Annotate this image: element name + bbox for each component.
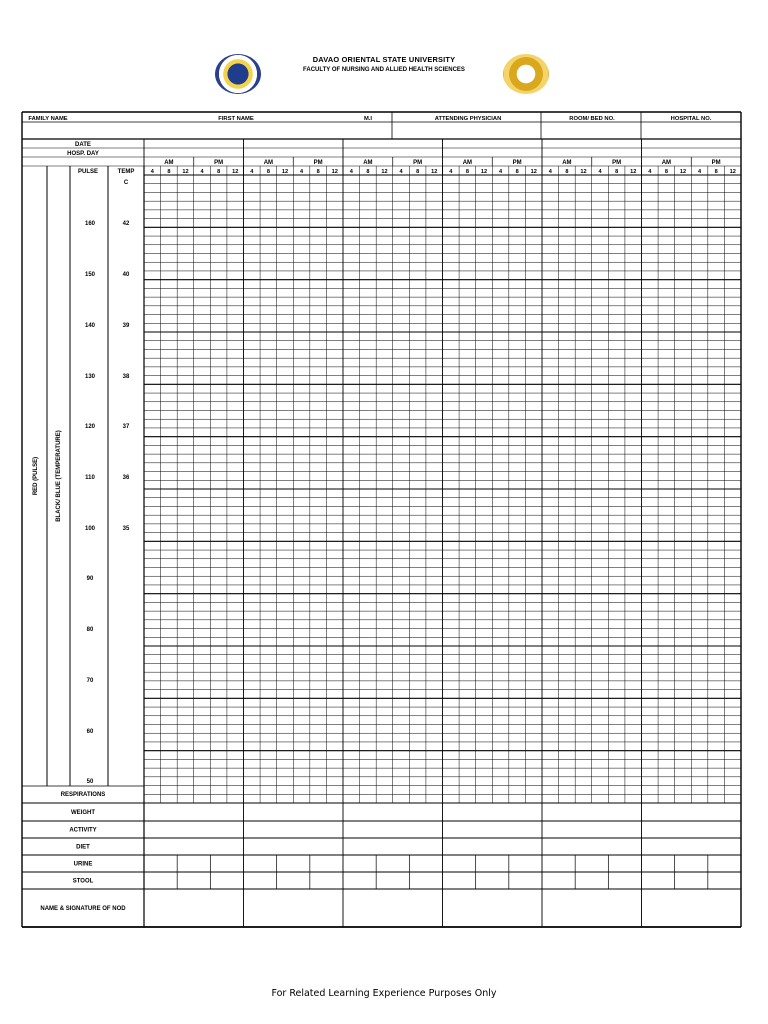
- pulse-tick-label: 120: [84, 424, 96, 430]
- room-bed-input[interactable]: [541, 122, 641, 139]
- weight-input[interactable]: [343, 803, 443, 821]
- pulse-tick-label: 110: [85, 475, 95, 481]
- diet-label: DIET: [76, 844, 90, 851]
- am-label: AM: [661, 160, 672, 166]
- time-label: 12: [679, 169, 687, 175]
- urine-label: URINE: [73, 861, 93, 868]
- nod-input[interactable]: [343, 889, 443, 927]
- hosp-day-input[interactable]: [343, 148, 443, 157]
- activity-input[interactable]: [343, 821, 443, 838]
- weight-label: WEIGHT: [71, 810, 95, 816]
- date-input[interactable]: [542, 139, 642, 148]
- patient-field-label: HOSPITAL NO.: [670, 116, 712, 122]
- hosp-day-input[interactable]: [144, 148, 244, 157]
- time-label: 4: [449, 169, 453, 175]
- family-first-name-input[interactable]: [22, 122, 392, 139]
- weight-input[interactable]: [642, 803, 742, 821]
- time-label: 4: [299, 169, 304, 175]
- weight-input[interactable]: [144, 803, 244, 821]
- pulse-tick-label: 70: [86, 678, 94, 684]
- activity-input[interactable]: [542, 821, 642, 838]
- time-label: 8: [167, 169, 171, 175]
- date-input[interactable]: [343, 139, 443, 148]
- pm-label: PM: [313, 160, 323, 166]
- diet-input[interactable]: [343, 838, 443, 855]
- activity-input[interactable]: [443, 821, 543, 838]
- nod-input[interactable]: [144, 889, 244, 927]
- urine-input[interactable]: [244, 855, 344, 872]
- patient-field-label: M.I: [363, 116, 373, 122]
- time-label: 8: [416, 169, 420, 175]
- pulse-tick-label: 50: [86, 779, 94, 785]
- patient-field-label: ROOM/ BED NO.: [569, 116, 615, 122]
- date-label: DATE: [75, 142, 91, 148]
- date-input[interactable]: [144, 139, 244, 148]
- pulse-tick-label: 140: [84, 323, 96, 329]
- stool-input[interactable]: [244, 872, 344, 889]
- pulse-tick-label: 150: [84, 272, 96, 278]
- nod-input[interactable]: [542, 889, 642, 927]
- hosp-day-input[interactable]: [542, 148, 642, 157]
- time-label: 12: [480, 169, 488, 175]
- time-label: 12: [232, 169, 239, 175]
- university-name: DAVAO ORIENTAL STATE UNIVERSITY: [312, 55, 456, 64]
- pulse-tick-label: 60: [86, 729, 94, 735]
- time-label: 8: [515, 169, 519, 175]
- stool-input[interactable]: [642, 872, 742, 889]
- footer-note: For Related Learning Experience Purposes Only: [271, 988, 497, 999]
- pm-label: PM: [413, 160, 423, 166]
- nod-input[interactable]: [244, 889, 344, 927]
- time-label: 4: [250, 169, 254, 175]
- activity-input[interactable]: [244, 821, 344, 838]
- time-label: 8: [266, 169, 270, 175]
- hosp-day-label: HOSP. DAY: [67, 151, 99, 157]
- nod-input[interactable]: [642, 889, 742, 927]
- time-label: 4: [200, 169, 204, 175]
- urine-input[interactable]: [343, 855, 443, 872]
- time-label: 8: [664, 169, 668, 175]
- date-input[interactable]: [443, 139, 543, 148]
- diet-input[interactable]: [542, 838, 642, 855]
- diet-input[interactable]: [144, 838, 244, 855]
- stool-input[interactable]: [542, 872, 642, 889]
- time-label: 12: [182, 169, 189, 175]
- diet-input[interactable]: [642, 838, 742, 855]
- activity-label: ACTIVITY: [69, 827, 97, 834]
- pulse-header: PULSE: [77, 169, 99, 175]
- time-label: 4: [598, 169, 602, 175]
- attending-physician-input[interactable]: [392, 122, 541, 139]
- pulse-tick-label: 100: [84, 526, 96, 532]
- weight-input[interactable]: [542, 803, 642, 821]
- patient-field-label: FIRST NAME: [218, 116, 254, 122]
- pulse-tick-label: 130: [84, 374, 96, 380]
- time-label: 8: [366, 169, 370, 175]
- time-label: 12: [331, 169, 338, 175]
- time-label: 8: [217, 169, 221, 175]
- time-label: 12: [580, 169, 587, 175]
- weight-input[interactable]: [443, 803, 543, 821]
- am-label: AM: [363, 160, 373, 166]
- time-label: 12: [381, 169, 388, 175]
- am-label: AM: [462, 160, 473, 166]
- urine-input[interactable]: [144, 855, 244, 872]
- activity-input[interactable]: [144, 821, 244, 838]
- time-label: 8: [565, 169, 569, 175]
- time-label: 4: [697, 169, 702, 175]
- patient-field-label: ATTENDING PHYSICIAN: [434, 116, 502, 122]
- temp-tick-label: 40: [122, 272, 130, 278]
- time-label: 8: [615, 169, 619, 175]
- am-label: AM: [562, 160, 572, 166]
- time-label: 4: [349, 169, 353, 175]
- pm-label: PM: [612, 160, 622, 166]
- stool-input[interactable]: [144, 872, 244, 889]
- respirations-label: RESPIRATIONS: [60, 792, 106, 798]
- time-label: 4: [150, 169, 154, 175]
- nod-input[interactable]: [443, 889, 543, 927]
- diet-input[interactable]: [244, 838, 344, 855]
- temp-unit-label: C: [123, 180, 129, 186]
- temp-tick-label: 38: [122, 374, 130, 380]
- temp-tick-label: 42: [122, 221, 130, 227]
- hospital-no-input[interactable]: [641, 122, 741, 139]
- time-label: 8: [465, 169, 469, 175]
- time-label: 4: [548, 169, 552, 175]
- temp-tick-label: 39: [122, 323, 130, 329]
- time-label: 12: [530, 169, 537, 175]
- patient-field-label: FAMILY NAME: [28, 116, 68, 122]
- hosp-day-input[interactable]: [642, 148, 742, 157]
- temp-tick-label: 37: [122, 424, 130, 430]
- time-label: 4: [498, 169, 503, 175]
- pulse-tick-label: 90: [86, 576, 94, 582]
- stool-input[interactable]: [443, 872, 543, 889]
- date-input[interactable]: [642, 139, 742, 148]
- date-input[interactable]: [244, 139, 344, 148]
- weight-input[interactable]: [244, 803, 344, 821]
- time-label: 8: [714, 169, 718, 175]
- temp-tick-label: 35: [122, 526, 130, 532]
- pulse-tick-label: 80: [86, 627, 94, 633]
- time-label: 12: [431, 169, 438, 175]
- pulse-tick-label: 160: [84, 221, 96, 227]
- time-label: 8: [316, 169, 320, 175]
- time-label: 12: [729, 169, 736, 175]
- time-label: 12: [630, 169, 637, 175]
- urine-input[interactable]: [642, 855, 742, 872]
- time-label: 4: [648, 169, 652, 175]
- nod-label: NAME & SIGNATURE OF NOD: [40, 906, 126, 912]
- activity-input[interactable]: [642, 821, 742, 838]
- urine-input[interactable]: [542, 855, 642, 872]
- pm-label: PM: [214, 160, 224, 166]
- stool-label: STOOL: [72, 878, 94, 885]
- hosp-day-input[interactable]: [443, 148, 543, 157]
- pm-label: PM: [711, 160, 721, 166]
- red-pulse-legend: RED (PULSE): [33, 456, 39, 496]
- temp-tick-label: 36: [122, 475, 130, 481]
- am-label: AM: [263, 160, 274, 166]
- time-label: 4: [399, 169, 403, 175]
- hosp-day-input[interactable]: [244, 148, 344, 157]
- diet-input[interactable]: [443, 838, 543, 855]
- time-label: 12: [281, 169, 289, 175]
- pm-label: PM: [512, 160, 522, 166]
- urine-input[interactable]: [443, 855, 543, 872]
- stool-input[interactable]: [343, 872, 443, 889]
- black-temperature-legend: BLACK/ BLUE (TEMPERATURE): [56, 430, 62, 522]
- temp-header: TEMP: [117, 169, 135, 175]
- am-label: AM: [164, 160, 174, 166]
- faculty-name: FACULTY OF NURSING AND ALLIED HEALTH SCIENCES: [303, 67, 465, 73]
